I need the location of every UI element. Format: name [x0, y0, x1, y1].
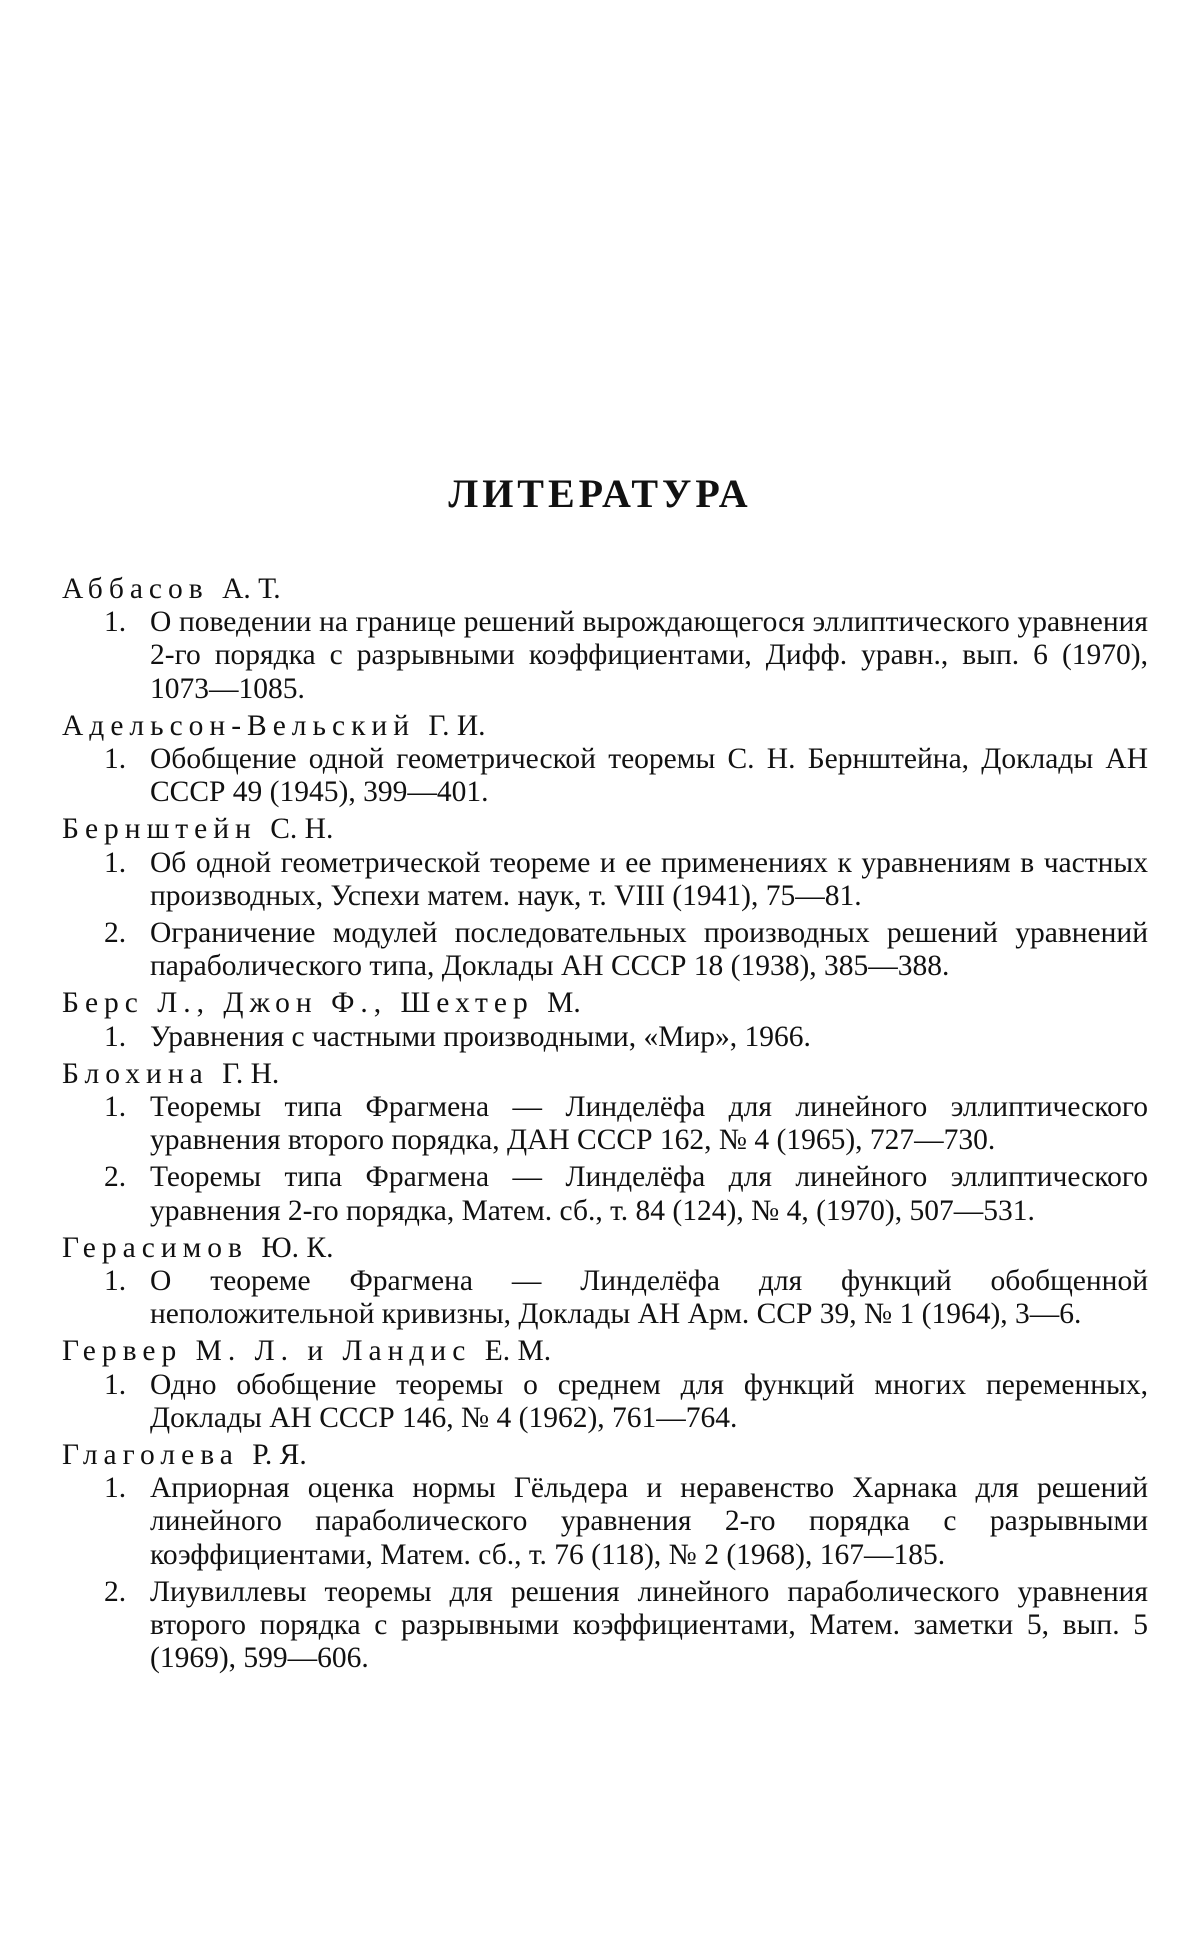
reference-entry [62, 1161, 1148, 1227]
entry-text: Уравнения с частными производными, «Мир», 1966. [150, 1020, 811, 1053]
entry-number: 1. [104, 606, 127, 639]
entry-number: 1. [104, 1368, 127, 1401]
reference-author: Гервер М. Л. и Ландис Е. М. [62, 1335, 552, 1368]
reference-author: Адельсон-Вельский Г. И. [62, 709, 486, 742]
reference-author: Глаголева Р. Я. [62, 1439, 307, 1472]
entry-text: Об одной геометрической теореме и ее применениях к уравнениям в частных производных, Успехи матем. наук, т. VIII (1941), 75—81. [150, 846, 1148, 912]
entry-text: Ограничение модулей последовательных производных решений уравнений параболического типа, Доклады АН СССР 18 (1938), 385—388. [150, 917, 1148, 983]
reference-entry [62, 1576, 1148, 1676]
page-title: ЛИТЕРАТУРА [448, 471, 752, 516]
entry-text: Лиувиллевы теоремы для решения линейного параболического уравнения второго порядка с разрывными коэффициентами, Матем. заметки 5, вып. 5 (1969), 599—606. [150, 1575, 1148, 1675]
reference-entry [62, 606, 1148, 706]
entry-number: 1. [104, 846, 127, 879]
reference-author: Герасимов Ю. К. [62, 1231, 334, 1264]
reference-group [62, 1439, 1148, 1675]
reference-group [62, 573, 1148, 706]
entry-number: 1. [104, 1020, 127, 1053]
reference-group [62, 987, 1148, 1053]
entry-number: 1. [104, 1091, 127, 1124]
reference-group [62, 1058, 1148, 1228]
entry-number: 1. [104, 1265, 127, 1298]
entry-number: 1. [104, 1472, 127, 1505]
entry-text: О теореме Фрагмена — Линделёфа для функций обобщенной неположительной кривизны, Доклады АН Арм. ССР 39, № 1 (1964), 3—6. [150, 1265, 1148, 1331]
reference-entry [62, 1021, 1148, 1054]
entry-text: Теоремы типа Фрагмена — Линделёфа для линейного эллиптического уравнения второго порядка, ДАН СССР 162, № 4 (1965), 727—730. [150, 1091, 1148, 1157]
entry-number: 2. [104, 1575, 127, 1608]
reference-author: Блохина Г. Н. [62, 1057, 280, 1090]
reference-entry [62, 743, 1148, 809]
reference-author: Аббасов А. Т. [62, 573, 281, 605]
reference-list [62, 573, 1148, 1680]
reference-entry [62, 847, 1148, 913]
entry-text: О поведении на границе решений вырождающегося эллиптического уравнения 2-го порядка с разрывными коэффициентами, Дифф. уравн., вып. 6 (1970), 1073—1085. [150, 606, 1148, 705]
reference-group [62, 813, 1148, 983]
entry-number: 1. [104, 743, 127, 776]
entry-text: Априорная оценка нормы Гёльдера и неравенство Харнака для решений линейного параболического уравнения 2-го порядка с разрывными коэффициентами, Матем. сб., т. 76 (118), № 2 (1968), 167—185. [150, 1472, 1148, 1571]
entry-text: Теоремы типа Фрагмена — Линделёфа для линейного эллиптического уравнения 2-го порядка, Матем. сб., т. 84 (124), № 4, (1970), 507—531. [150, 1161, 1148, 1227]
reference-group [62, 710, 1148, 810]
entry-number: 2. [104, 1161, 127, 1194]
entry-number: 2. [104, 917, 127, 950]
reference-author: Бернштейн С. Н. [62, 813, 334, 846]
reference-group [62, 1335, 1148, 1435]
reference-group [62, 1232, 1148, 1332]
reference-entry [62, 1369, 1148, 1435]
entry-text: Обобщение одной геометрической теоремы С. Н. Бернштейна, Доклады АН СССР 49 (1945), 399—401. [150, 743, 1148, 809]
reference-entry [62, 1472, 1148, 1572]
reference-entry [62, 917, 1148, 983]
reference-author: Берс Л., Джон Ф., Шехтер М. [62, 987, 581, 1020]
reference-entry [62, 1091, 1148, 1157]
entry-text: Одно обобщение теоремы о среднем для функций многих переменных, Доклады АН СССР 146, № 4 (1962), 761—764. [150, 1368, 1148, 1434]
reference-entry [62, 1265, 1148, 1331]
